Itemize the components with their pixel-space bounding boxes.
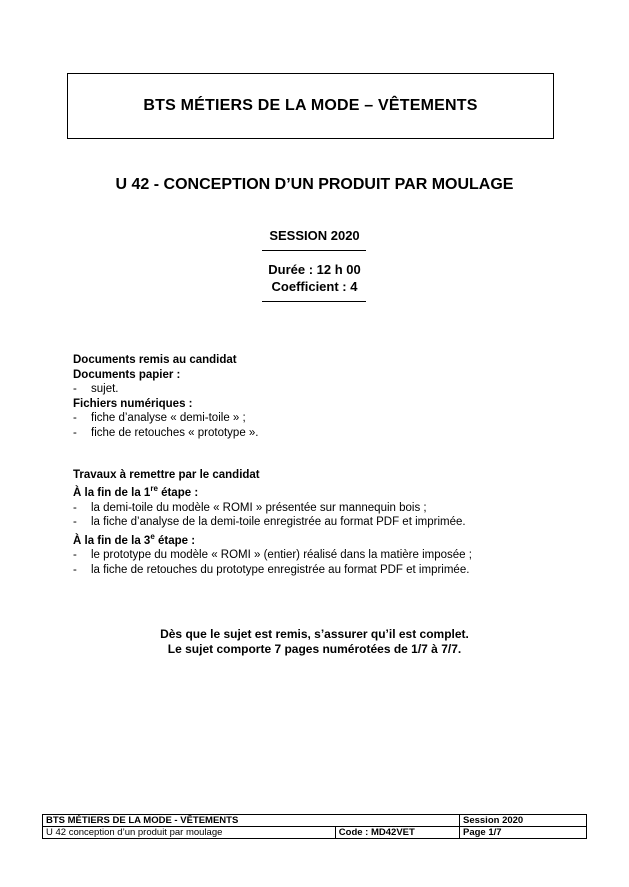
session-underline [262, 250, 366, 251]
list-item [73, 411, 553, 426]
list-item-text: la demi-toile du modèle « ROMI » présentée sur mannequin bois ; [91, 501, 427, 514]
documents-numeriques-heading: Fichiers numériques : [73, 397, 193, 410]
list-item-text: fiche d’analyse « demi-toile » ; [91, 412, 246, 425]
list-item-text: fiche de retouches « prototype ». [91, 426, 259, 439]
list-item-text: la fiche de retouches du prototype enregistrée au format PDF et imprimée. [91, 563, 470, 576]
footer-table [42, 814, 587, 839]
list-item [73, 426, 553, 441]
documents-section [73, 353, 553, 577]
footer-session: Session 2020 [460, 815, 587, 827]
list-marker: - [73, 426, 77, 439]
list-item [73, 563, 553, 578]
travaux-heading: Travaux à remettre par le candidat [73, 468, 260, 481]
list-item [73, 382, 553, 397]
footer-code: Code : MD42VET [335, 827, 459, 839]
list-marker: - [73, 412, 77, 425]
documents-papier-heading: Documents papier : [73, 368, 181, 381]
list-item-text: la fiche d’analyse de la demi-toile enregistrée au format PDF et imprimée. [91, 516, 466, 529]
list-item-text: sujet. [91, 383, 119, 396]
list-item [73, 548, 553, 563]
session-label: SESSION 2020 [269, 228, 360, 243]
list-marker: - [73, 549, 77, 562]
list-marker: - [73, 383, 77, 396]
etape1-heading: À la fin de la 1re étape : [73, 484, 199, 499]
footer-page: Page 1/7 [460, 827, 587, 839]
footer-unit: U 42 conception d’un produit par moulage [43, 827, 336, 839]
coefficient-label: Coefficient : 4 [271, 279, 358, 294]
closing-line-2: Le sujet comporte 7 pages numérotées de 1/7 à 7/7. [167, 642, 462, 656]
coefficient-underline [262, 301, 366, 302]
closing-line-1: Dès que le sujet est remis, s’assurer qu’il est complet. [160, 627, 469, 641]
etape3-heading: À la fin de la 3e étape : [73, 531, 196, 547]
unit-title: U 42 - CONCEPTION D’UN PRODUIT PAR MOULAGE [115, 176, 514, 193]
footer-title: BTS MÉTIERS DE LA MODE - VÊTEMENTS [43, 815, 460, 827]
list-marker: - [73, 501, 77, 514]
duration-label: Durée : 12 h 00 [268, 262, 361, 277]
table-row [43, 815, 587, 827]
list-item [73, 515, 553, 530]
header-title-box [67, 73, 554, 139]
documents-heading: Documents remis au candidat [73, 354, 237, 366]
list-item-text: le prototype du modèle « ROMI » (entier) réalisé dans la matière imposée ; [91, 549, 472, 562]
list-marker: - [73, 516, 77, 529]
list-marker: - [73, 563, 77, 576]
header-title: BTS MÉTIERS DE LA MODE – VÊTEMENTS [143, 97, 478, 114]
list-item [73, 501, 553, 516]
table-row [43, 827, 587, 839]
closing-notice [0, 627, 629, 657]
